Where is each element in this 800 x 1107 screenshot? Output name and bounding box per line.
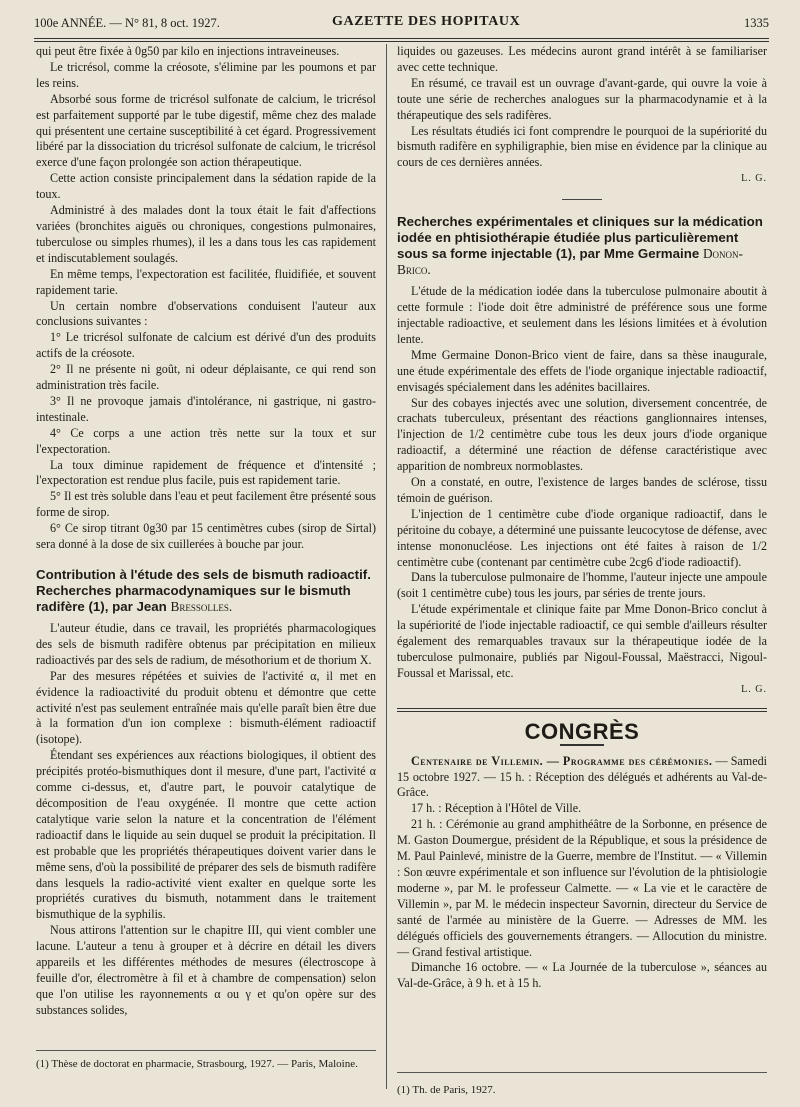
paragraph: Administré à des malades dont la toux était le fait d'affections variées (bronchites aiguës ou chroniques, congestions pulmonaires, tuberculose ou simples rhumes), il les a dans tous les cas rapidement et indiscutablement soulagés. (36, 203, 376, 265)
paragraph: liquides ou gazeuses. Les médecins auront grand intérêt à se familiariser avec cette technique. (397, 44, 767, 74)
article-heading (397, 214, 767, 278)
section-title: CONGRÈS (524, 718, 640, 744)
paragraph: Nous attirons l'attention sur le chapitre III, qui vient combler une lacune. L'auteur a tenu à grouper et à décrire en détail les divers appareils et les différentes méthodes de mesures (électroscope à feuille d'or, électromètre à fil et à chambre de compensation) selon que l'on utilise les rayonnements α ou γ et qu'on opère sur des substances solides, (36, 923, 376, 1017)
column-divider (386, 44, 387, 1089)
page-header (34, 12, 769, 34)
header-rule (34, 38, 769, 39)
paragraph: Par des mesures répétées et suivies de l'activité α, il met en évidence la radioactivité du produit obtenu et démontre que cette activité n'est pas seulement entraînée mais qu'elle paraît bien être due à la formation d'un ion complexe : bismuth-élément radioactif (isotope). (36, 668, 376, 747)
footnote: (1) Thèse de doctorat en pharmacie, Strasbourg, 1927. — Paris, Maloine. (36, 1058, 358, 1070)
paragraph (397, 754, 767, 802)
paragraph: Les résultats étudiés ici font comprendre le pourquoi de la supériorité du bismuth radifère en syphiligraphie, bien mise en évidence par la clinique au cours de ces dernières années. (397, 123, 767, 170)
paragraph: En même temps, l'expectoration est facilitée, fluidifiée, et souvent rapidement tarie. (36, 266, 376, 297)
paragraph: 17 h. : Réception à l'Hôtel de Ville. (411, 801, 582, 816)
paragraph: On a constaté, en outre, l'existence de larges bandes de sclérose, tissu témoin de guérison. (397, 475, 767, 505)
article-author: Bressolles. (170, 599, 233, 614)
right-column (397, 44, 767, 992)
paragraph: L'étude de la médication iodée dans la tuberculose pulmonaire aboutit à cette formule : l'iode doit être administré de préférence sous une forme injectable radioactive, et seulement dans les lésions limitées et à évolution lente. (397, 284, 767, 346)
section-rule (397, 708, 767, 712)
issue-info: 100e ANNÉE. — N° 81, 8 oct. 1927. (34, 16, 220, 30)
signature: L. G. (741, 683, 767, 695)
footnote-rule (36, 1050, 376, 1051)
list-item: 2° Il ne présente ni goût, ni odeur déplaisante, ce qui rend son administration très facile. (36, 362, 376, 393)
paragraph: L'auteur étudie, dans ce travail, les propriétés pharmacologiques des sels de bismuth radifère obtenus par précipitation en milieux radioactivés par des sels de radium, de mésothorium et de thorium X. (36, 621, 376, 667)
paragraph: 21 h. : Cérémonie au grand amphithéâtre de la Sorbonne, en présence de M. Gaston Doumergue, président de la République, et sous la présidence de M. Paul Painlevé, ministre de la Guerre, membre de l'Institut. — « Villemin : Son œuvre expérimentale et son influence sur l'évolution de la phtisiologie moderne », par M. le professeur Calmette. — « La vie et le caractère de Villemin », par M. le médecin inspecteur Savornin, directeur du Service de santé de l'armée au ministère de la Guerre. — Adresses de MM. les délégués officiels des gouvernements étrangers. — Allocution du ministre. — Grand festival artistique. (397, 817, 767, 959)
list-item: 5° Il est très soluble dans l'eau et peut facilement être présenté sous forme de sirop. (36, 489, 376, 520)
paragraph: Le tricrésol, comme la créosote, s'élimine par les poumons et par les reins. (36, 59, 376, 90)
article-author: Donon-Brico. (397, 246, 743, 278)
signature: L. G. (741, 173, 767, 185)
list-item: 1° Le tricrésol sulfonate de calcium est dérivé d'un des produits actifs de la créosote. (36, 330, 376, 361)
list-item: 3° Il ne provoque jamais d'intolérance, ni gastrique, ni gastro-intestinale. (36, 393, 376, 424)
paragraph: Dimanche 16 octobre. — « La Journée de la tuberculose », séances au Val-de-Grâce, à 9 h. et à 15 h. (397, 960, 767, 991)
separator (560, 744, 604, 746)
journal-title: GAZETTE DES HOPITAUX (332, 14, 521, 29)
list-item: 4° Ce corps a une action très nette sur la toux et sur l'expectoration. (36, 425, 376, 456)
separator (562, 199, 602, 200)
paragraph: Un certain nombre d'observations conduisent l'auteur aux conclusions suivantes : (36, 298, 376, 329)
paragraph: Sur des cobayes injectés avec une solution, diversement concentrée, de crachats tuberculeux, présentant des réactions ganglionnaires intenses, l'injection de 1/2 centimètre cube tous les deux jours d'iode organique radioactif, a déterminé une réaction de défense caractéristique avec apparition de nombreux normoblastes. (397, 395, 767, 474)
lead-title: Centenaire de Villemin. — Programme des cérémonies. (411, 753, 713, 768)
left-column (36, 44, 376, 1019)
footnote-rule (397, 1072, 767, 1073)
page-number: 1335 (744, 16, 769, 30)
paragraph: qui peut être fixée à 0g50 par kilo en injections intraveineuses. (36, 44, 340, 58)
paragraph: La toux diminue rapidement de fréquence et d'intensité ; l'expectoration est rendue plus facile, puis est rapidement tarie. (36, 457, 376, 488)
paragraph: Étendant ses expériences aux réactions biologiques, il obtient des précipités protéo-bismuthiques dont il mesure, d'une part, l'activité α comme ci-dessus, et, d'autre part, le pouvoir catalytique de décomposition de l'eau oxygénée. Il montre que cette action catalytique varie selon la nature et la concentration de l'élément radioactif dans le liquide au sein duquel se produit la précipitation. Il est probable que les propriétés thérapeutiques doivent varier dans le même sens, d'où la possibilité de préparer des sels de bismuth radifère dans lesquels la radio-activité vient exalter en quelque sorte les propriétés curatives du bismuth, notamment dans le traitement bismuthique de la syphilis. (36, 748, 376, 922)
footnote: (1) Th. de Paris, 1927. (397, 1084, 496, 1096)
article-title: Recherches expérimentales et cliniques sur la médication iodée en phtisiothérapie étudiée plus particulièrement sous sa forme injectable (1), par Mme Germaine (397, 214, 763, 262)
paragraph: L'étude expérimentale et clinique faite par Mme Donon-Brico conclut à la supériorité de l'iode injectable radioactif, ce qui semble d'ailleurs résulter également des remarquables travaux sur la thérapeutique iodée de la tuberculose pulmonaire, publiés par Nigoul-Foussal, Maëstracci, Nigoul-Foussal et Marissal, etc. (397, 602, 767, 680)
paragraph: Absorbé sous forme de tricrésol sulfonate de calcium, le tricrésol est parfaitement supporté par le tube digestif, même chez des malade qui présentent une certaine susceptibilité à cet égard. Progressivement libéré par la dissociation du tricrésol sulfonate de calcium, le tricrésol exerce d'une façon prolongée son action thérapeutique. (36, 91, 376, 170)
paragraph: Mme Germaine Donon-Brico vient de faire, dans sa thèse inaugurale, une étude expérimentale des effets de l'iode organique injectable radioactif, envisagés spécialement dans les adénites bacillaires. (397, 347, 767, 394)
paragraph: L'injection de 1 centimètre cube d'iode organique radioactif, dans le péritoine du cobaye, a déterminé une puissante leucocytose de défense, avec intense mononucléose. Les injections ont été faites à raison de 1/2 centimètre cube (contenant par centimètre cube 2cg6 d'iode radioactif). (397, 506, 767, 569)
paragraph: Cette action consiste principalement dans la sédation rapide de la toux. (36, 171, 376, 202)
lead-text: — Samedi 15 octobre 1927. — 15 h. : Réception des délégués et adhérents au Val-de-Grâce. (397, 753, 767, 800)
paragraph: Dans la tuberculose pulmonaire de l'homme, l'auteur injecte une ampoule (soit 1 centimètre cube) tous les jours, par séries de trente jours. (397, 570, 767, 601)
article-heading (36, 567, 376, 615)
paragraph: En résumé, ce travail est un ouvrage d'avant-garde, qui ouvre la voie à toute une série de recherches analogues sur la pharmacodynamie et à la thérapeutique des sels radifères. (397, 75, 767, 122)
list-item: 6° Ce sirop titrant 0g30 par 15 centimètres cubes (sirop de Sirtal) sera donné à la dose de six cuillerées à bouche par jour. (36, 521, 376, 552)
article-title: Contribution à l'étude des sels de bismuth radioactif. Recherches pharmacodynamiques sur le bismuth radifère (1), par Jean (36, 567, 371, 614)
header-rule-2 (34, 41, 769, 42)
